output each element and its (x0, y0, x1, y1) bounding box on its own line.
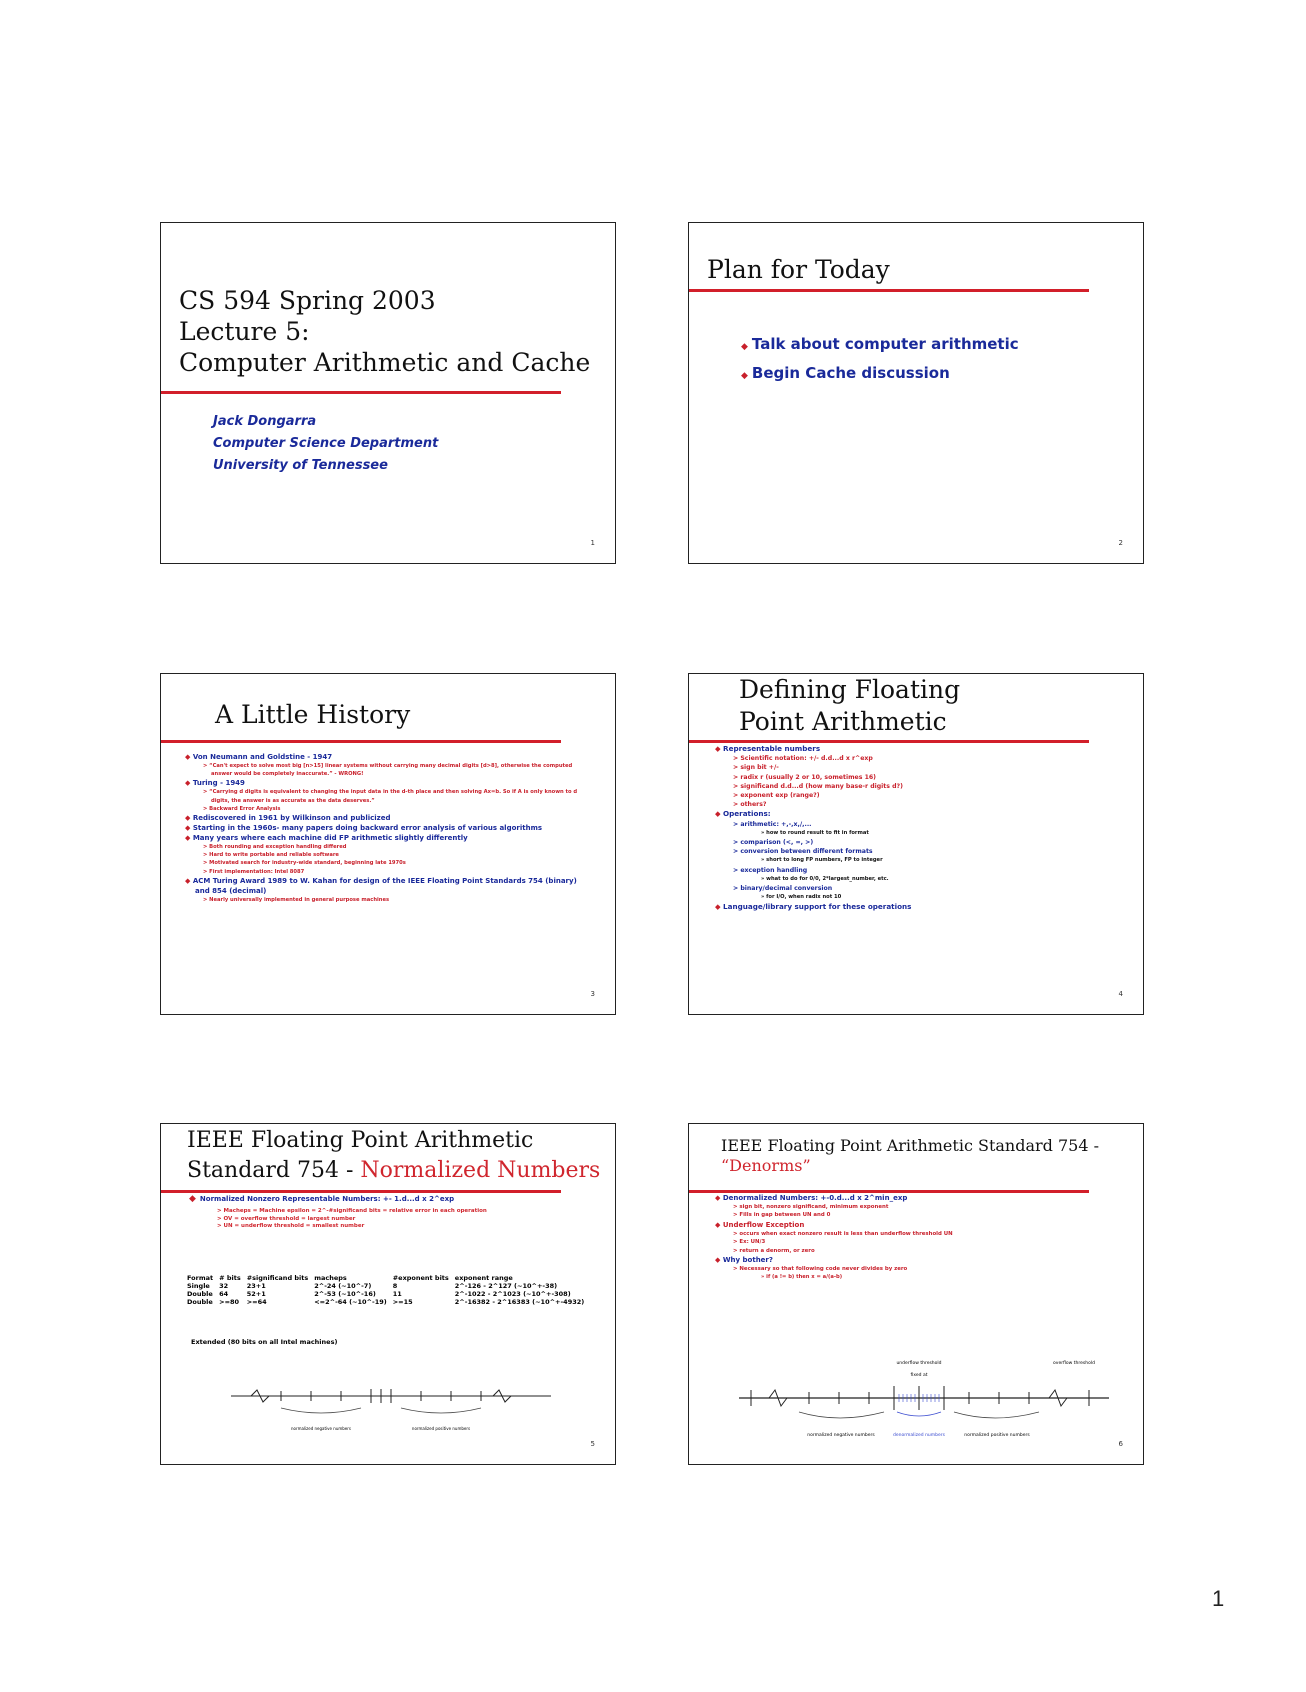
list-item: > exception handling (733, 866, 808, 874)
title-rule (161, 391, 561, 394)
list-item: ◆ Rediscovered in 1961 by Wilkinson and publicized (185, 814, 391, 823)
list-item: ◆ Von Neumann and Goldstine - 1947 (185, 753, 333, 761)
list-item: ◆ Talk about computer arithmetic (741, 335, 1019, 353)
slide-3-title: A Little History (215, 700, 411, 729)
list-item: » for I/O, when radix not 10 (761, 894, 842, 901)
sub-bullet-icon: » (761, 1274, 767, 1281)
arrow-bullet-icon: > (203, 860, 210, 867)
list-item: ◆ Many years where each machine did FP arithmetic slightly differently (185, 834, 468, 843)
list-item: ◆ Why bother? (715, 1256, 773, 1265)
slide-1 (160, 222, 616, 564)
arrow-bullet-icon: > (733, 1247, 740, 1254)
arrow-bullet-icon: > (203, 844, 210, 851)
format-table (187, 1274, 590, 1306)
list-item: > Hard to write portable and reliable software (203, 852, 339, 859)
slide-6 (688, 1123, 1144, 1465)
author-name: Jack Dongarra (213, 414, 317, 429)
list-item: > significand d.d...d (how many base-r digits d?) (733, 782, 903, 790)
diamond-bullet-icon: ◆ (715, 1194, 723, 1202)
sub-bullets (217, 1208, 577, 1231)
number-line-diagram (221, 1356, 561, 1446)
arrow-bullet-icon: > (733, 773, 741, 781)
title-rule (161, 740, 561, 743)
list-item: > return a denorm, or zero (733, 1247, 815, 1254)
title-line: IEEE Floating Point Arithmetic (187, 1128, 534, 1153)
list-item: > occurs when exact nonzero result is less than underflow threshold UN (733, 1230, 953, 1237)
title-line: Point Arithmetic (739, 707, 947, 736)
diamond-bullet-icon: ◆ (715, 902, 724, 912)
table-header-row: Format # bits #significand bits macheps #exponent bits exponent range (187, 1274, 513, 1282)
title-line: Defining Floating (739, 675, 961, 704)
list-item: ◆ Turing - 1949 (185, 779, 245, 788)
slide-3 (160, 673, 616, 1015)
arrow-bullet-icon: > (733, 1266, 740, 1273)
author-block (213, 411, 438, 477)
arrow-bullet-icon: > (733, 782, 741, 790)
slide-2-bullets (741, 331, 1019, 389)
list-item: > sign bit +/- (733, 764, 779, 772)
sub-bullet-icon: » (761, 875, 767, 882)
list-item: » how to round result to fit in format (761, 829, 869, 836)
arrow-bullet-icon: > (733, 792, 741, 800)
list-item: > UN = underflow threshold = smallest number (217, 1223, 365, 1229)
slide-number: 4 (1118, 990, 1123, 998)
list-item: > Backward Error Analysis (203, 805, 281, 812)
slide-number: 3 (590, 990, 595, 998)
lead-bullet: ◆ Normalized Nonzero Representable Numbers: +- 1.d...d x 2^exp (189, 1194, 455, 1204)
list-item: > Fills in gap between UN and 0 (733, 1212, 831, 1219)
list-item: > comparison (<, =, >) (733, 839, 814, 847)
denorm-number-line-diagram (729, 1334, 1119, 1459)
diamond-bullet-icon: ◆ (185, 834, 193, 843)
axis-label-positive: normalized positive numbers (411, 1426, 471, 1431)
slide-1-title (179, 285, 590, 378)
diamond-bullet-icon: ◆ (185, 814, 193, 823)
list-item: > others? (733, 801, 767, 809)
arrow-bullet-icon: > (733, 1212, 740, 1219)
diamond-bullet-icon: ◆ (185, 753, 193, 761)
slide-number: 2 (1118, 539, 1123, 547)
list-item: ◆ ACM Turing Award 1989 to W. Kahan for design of the IEEE Floating Point Standards 754 (binary) and 854 (decimal) (185, 876, 577, 895)
list-item: > First implementation: Intel 8087 (203, 868, 305, 875)
list-item: > Macheps = Machine epsilon = 2^-#significand bits = relative error in each operation (217, 1208, 487, 1214)
list-item: > “Carrying d digits is equivalent to changing the input data in the d-th place and then solving Ax=b. So if A is only known to d digits, the answer is as accurate as the data deserves.” (203, 789, 578, 804)
list-item: > binary/decimal conversion (733, 885, 833, 893)
diamond-bullet-icon: ◆ (715, 744, 724, 753)
arrow-bullet-icon: > (733, 801, 741, 809)
sub-bullet-icon: » (761, 829, 767, 836)
slide-2 (688, 222, 1144, 564)
diamond-bullet-icon: ◆ (741, 342, 748, 352)
list-item: ◆ Operations: (715, 809, 771, 819)
list-item: > sign bit, nonzero significand, minimum exponent (733, 1204, 889, 1210)
list-item: ◆ Representable numbers (715, 744, 821, 753)
list-item: > Ex: UN/3 (733, 1239, 766, 1246)
overflow-label: overflow threshold (1053, 1361, 1095, 1366)
title-rule (161, 1190, 561, 1193)
list-item: ◆ Underflow Exception (715, 1220, 805, 1229)
table-row: Double 64 52+1 2^-53 (~10^-16) 11 2^-1022 - 2^1023 (~10^+-308) (187, 1290, 571, 1298)
diamond-bullet-icon: ◆ (715, 1256, 723, 1265)
slide-5 (160, 1123, 616, 1465)
axis-label-denorm: denormalized numbers (893, 1433, 945, 1438)
list-item: ◆ Starting in the 1960s- many papers doing backward error analysis of various algorithms (185, 824, 543, 833)
diamond-bullet-icon: ◆ (185, 779, 193, 788)
diamond-bullet-icon: ◆ (185, 876, 193, 885)
author-dept: Computer Science Department (213, 436, 439, 451)
slide-number: 1 (590, 539, 595, 547)
page-number: 1 (1212, 1586, 1225, 1611)
slide-2-title: Plan for Today (707, 255, 890, 284)
arrow-bullet-icon: > (203, 805, 210, 812)
arrow-bullet-icon: > (203, 789, 210, 796)
slide-6-bullets (715, 1193, 1125, 1283)
arrow-bullet-icon: > (733, 1239, 740, 1246)
slide-4 (688, 673, 1144, 1015)
author-univ: University of Tennessee (213, 458, 388, 473)
fixed-label: fixed at (910, 1373, 928, 1378)
axis-label-negative: normalized negative numbers (291, 1426, 351, 1431)
title-line: Computer Arithmetic and Cache (179, 348, 591, 377)
slide-3-bullets (185, 752, 585, 904)
table-row: Double >=80 >=64 <=2^-64 (~10^-19) >=15 2^-16382 - 2^16383 (~10^+-4932) (187, 1298, 585, 1306)
slide-4-bullets (715, 744, 1125, 913)
list-item: > “Can't expect to solve most big [n>15] linear systems without carrying many decimal digits [d>8], otherwise the computed answer would be completely inaccurate.” - WRONG! (203, 763, 573, 778)
arrow-bullet-icon: > (733, 764, 741, 772)
title-line: Lecture 5: (179, 317, 310, 346)
list-item: » short to long FP numbers, FP to integer (761, 857, 883, 864)
underflow-label: underflow threshold (896, 1361, 942, 1366)
list-item: ◆ Denormalized Numbers: +-0.d...d x 2^min_exp (715, 1194, 908, 1202)
table-row: Single 32 23+1 2^-24 (~10^-7) 8 2^-126 - 2^127 (~10^+-38) (187, 1282, 558, 1290)
arrow-bullet-icon: > (733, 1204, 740, 1210)
list-item: > radix r (usually 2 or 10, sometimes 16) (733, 773, 877, 781)
arrow-bullet-icon: > (733, 755, 741, 763)
diamond-bullet-icon: ◆ (715, 1220, 723, 1229)
list-item: > OV = overflow threshold = largest number (217, 1215, 356, 1222)
title-rule (689, 289, 1089, 292)
list-item: > Motivated search for industry-wide standard, beginning late 1970s (203, 860, 406, 867)
diamond-bullet-icon: ◆ (715, 809, 724, 819)
arrow-bullet-icon: > (733, 866, 741, 874)
arrow-bullet-icon: > (733, 820, 741, 828)
arrow-bullet-icon: > (203, 852, 210, 859)
axis-label-negative: normalized negative numbers (807, 1433, 875, 1438)
slide-number: 6 (1118, 1440, 1123, 1448)
list-item: > Necessary so that following code never divides by zero (733, 1266, 908, 1273)
title-line: CS 594 Spring 2003 (179, 286, 436, 315)
arrow-bullet-icon: > (733, 839, 741, 847)
list-item: » what to do for 0/0, 2*largest_number, etc. (761, 875, 889, 882)
table-note: Extended (80 bits on all Intel machines) (191, 1338, 338, 1346)
slide-4-title (739, 674, 960, 738)
list-item: > Scientific notation: +/- d.d...d x r^exp (733, 755, 873, 763)
sub-bullet-icon: » (761, 857, 767, 864)
diamond-bullet-icon: ◆ (185, 824, 193, 833)
list-item: ◆ Begin Cache discussion (741, 364, 950, 382)
title-line: IEEE Floating Point Arithmetic Standard 754 - (721, 1136, 1100, 1155)
list-item: > Nearly universally implemented in general purpose machines (203, 896, 390, 903)
list-item: > arithmetic: +,-,x,/,... (733, 820, 812, 828)
slide-5-title (187, 1126, 600, 1186)
arrow-bullet-icon: > (733, 885, 741, 893)
list-item: » if (a != b) then x = a/(a-b) (761, 1274, 843, 1281)
list-item: > exponent exp (range?) (733, 792, 820, 800)
arrow-bullet-icon: > (203, 868, 210, 875)
slide-number: 5 (590, 1440, 595, 1448)
slide-6-title (721, 1136, 1099, 1176)
title-rule (689, 740, 1089, 743)
sub-bullet-icon: » (761, 894, 767, 901)
arrow-bullet-icon: > (203, 896, 210, 903)
title-line: Standard 754 - Normalized Numbers (187, 1158, 601, 1183)
arrow-bullet-icon: > (203, 763, 210, 769)
list-item: ◆ Language/library support for these operations (715, 902, 912, 912)
list-item: > Both rounding and exception handling differed (203, 844, 347, 851)
arrow-bullet-icon: > (733, 1230, 740, 1237)
axis-label-positive: normalized positive numbers (964, 1433, 1030, 1438)
arrow-bullet-icon: > (733, 848, 741, 856)
diamond-bullet-icon: ◆ (741, 371, 748, 381)
title-line: “Denorms” (721, 1156, 811, 1175)
list-item: > conversion between different formats (733, 848, 873, 856)
diamond-bullet-icon: ◆ (189, 1194, 196, 1204)
